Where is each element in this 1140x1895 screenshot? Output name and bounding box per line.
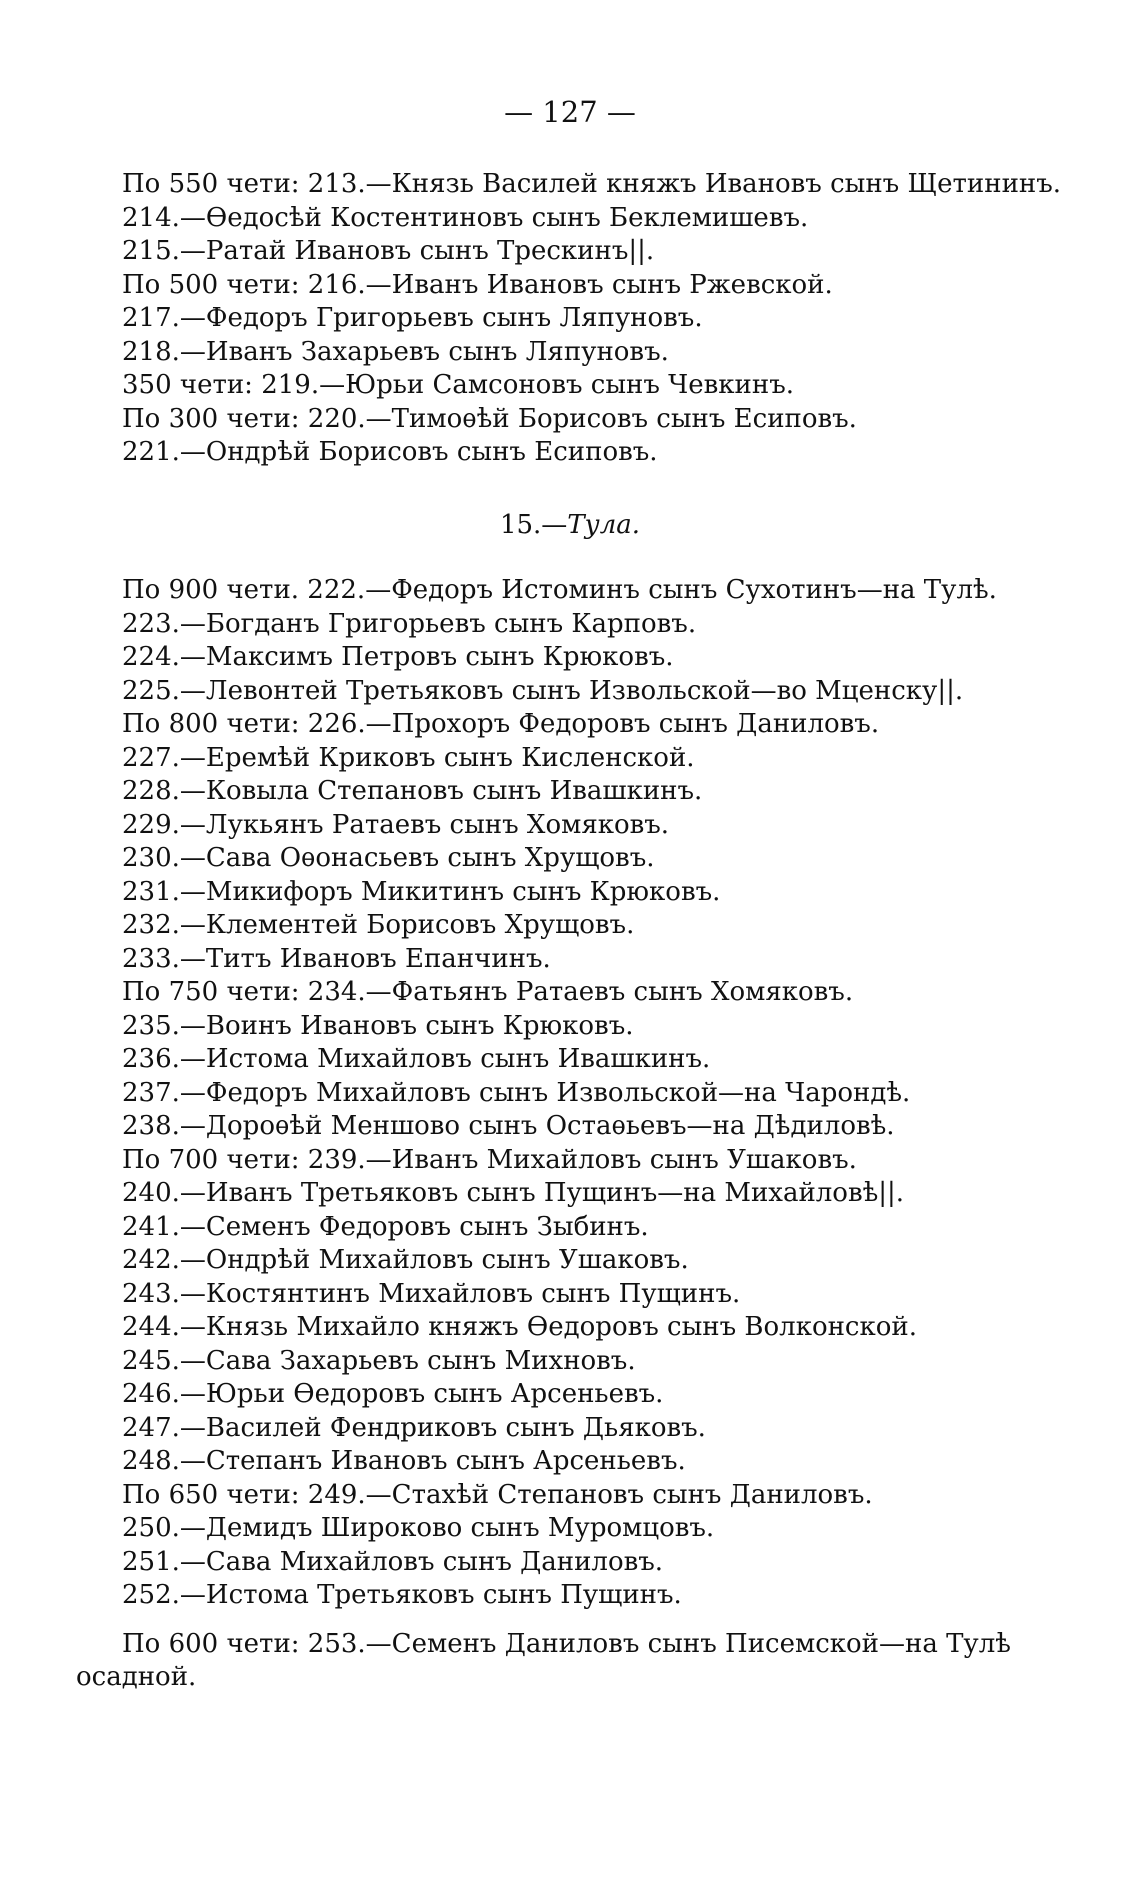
page-number: — 127 — <box>504 95 636 129</box>
entry-line: По 750 чети: 234.—Фатьянъ Ратаевъ сынъ Хомяковъ. <box>122 977 854 1007</box>
entry-line: 225.—Левонтей Третьяковъ сынъ Извольской—во Мценску||. <box>122 675 964 706</box>
entry-line: 215.—Ратай Ивановъ сынъ Трескинъ||. <box>122 236 655 266</box>
entry-line: 251.—Сава Михайловъ сынъ Даниловъ. <box>122 1546 664 1577</box>
entry-line: 242.—Ондрѣй Михайловъ сынъ Ушаковъ. <box>122 1245 689 1275</box>
entry-line: По 900 чети. 222.—Федоръ Истоминъ сынъ Сухотинъ—на Тулѣ. <box>122 575 997 605</box>
entry-line: 214.—Ѳедосѣй Костентиновъ сынъ Беклемишевъ. <box>122 202 809 233</box>
section-15-entries <box>122 574 1002 1613</box>
entry-line: 233.—Титъ Ивановъ Епанчинъ. <box>122 943 551 974</box>
entry-line: 236.—Истома Михайловъ сынъ Ивашкинъ. <box>122 1044 711 1074</box>
entry-line: 243.—Костянтинъ Михайловъ сынъ Пущинъ. <box>122 1278 741 1309</box>
entry-line: 248.—Степанъ Ивановъ сынъ Арсеньевъ. <box>122 1446 686 1476</box>
entry-line: 252.—Истома Третьяковъ сынъ Пущинъ. <box>122 1580 682 1610</box>
entry-line: 231.—Микифоръ Микитинъ сынъ Крюковъ. <box>122 876 721 907</box>
entry-line: 228.—Ковыла Степановъ сынъ Ивашкинъ. <box>122 776 703 806</box>
entry-line: По 550 чети: 213.—Князь Василей княжъ Ивановъ сынъ Щетининъ. <box>122 169 1062 199</box>
entry-line: 246.—Юрьи Ѳедоровъ сынъ Арсеньевъ. <box>122 1379 664 1409</box>
final-entry-line-1: По 600 чети: 253.—Семенъ Даниловъ сынъ Писемской—на Тулѣ <box>122 1629 1011 1659</box>
entry-line: 244.—Князь Михайло княжъ Ѳедоровъ сынъ Волконской. <box>122 1312 917 1342</box>
entry-line: 237.—Федоръ Михайловъ сынъ Извольской—на Чарондѣ. <box>122 1077 911 1108</box>
final-entry <box>76 1628 1011 1694</box>
entry-line: 235.—Воинъ Ивановъ сынъ Крюковъ. <box>122 1010 634 1041</box>
section-heading-title: Тула. <box>567 510 641 540</box>
section-14-entries <box>122 168 1062 470</box>
entry-line: 224.—Максимъ Петровъ сынъ Крюковъ. <box>122 642 674 672</box>
entry-line: 241.—Семенъ Федоровъ сынъ Зыбинъ. <box>122 1211 649 1242</box>
entry-line: По 650 чети: 249.—Стахѣй Степановъ сынъ Даниловъ. <box>122 1479 873 1510</box>
section-heading <box>0 508 1140 542</box>
entry-line: 230.—Сава Оѳонасьевъ сынъ Хрущовъ. <box>122 843 655 873</box>
entry-line: 250.—Демидъ Широково сынъ Муромцовъ. <box>122 1513 715 1543</box>
entry-line: 240.—Иванъ Третьяковъ сынъ Пущинъ—на Михайловѣ||. <box>122 1178 905 1208</box>
entry-line: По 700 чети: 239.—Иванъ Михайловъ сынъ Ушаковъ. <box>122 1144 857 1175</box>
entry-line: 221.—Ондрѣй Борисовъ сынъ Есиповъ. <box>122 437 658 467</box>
entry-line: 229.—Лукьянъ Ратаевъ сынъ Хомяковъ. <box>122 809 670 840</box>
entry-line: 217.—Федоръ Григорьевъ сынъ Ляпуновъ. <box>122 303 703 333</box>
entry-line: 238.—Дороѳѣй Меншово сынъ Остаѳьевъ—на Дѣдиловѣ. <box>122 1111 895 1141</box>
final-entry-line-2: осадной. <box>76 1662 197 1692</box>
entry-line: По 500 чети: 216.—Иванъ Ивановъ сынъ Ржевской. <box>122 269 833 300</box>
entry-line: 232.—Клементей Борисовъ Хрущовъ. <box>122 910 635 940</box>
entry-line: По 800 чети: 226.—Прохоръ Федоровъ сынъ Даниловъ. <box>122 709 880 739</box>
section-heading-number: 15.— <box>499 510 568 540</box>
entry-line: 218.—Иванъ Захарьевъ сынъ Ляпуновъ. <box>122 336 669 367</box>
entry-line: 245.—Сава Захарьевъ сынъ Михновъ. <box>122 1345 636 1376</box>
entry-line: 247.—Василей Фендриковъ сынъ Дьяковъ. <box>122 1412 706 1443</box>
entry-line: По 300 чети: 220.—Тимоѳѣй Борисовъ сынъ Есиповъ. <box>122 403 857 434</box>
entry-line: 223.—Богданъ Григорьевъ сынъ Карповъ. <box>122 608 697 639</box>
entry-line: 350 чети: 219.—Юрьи Самсоновъ сынъ Чевкинъ. <box>122 370 795 400</box>
entry-line: 227.—Еремѣй Криковъ сынъ Кисленской. <box>122 742 695 773</box>
